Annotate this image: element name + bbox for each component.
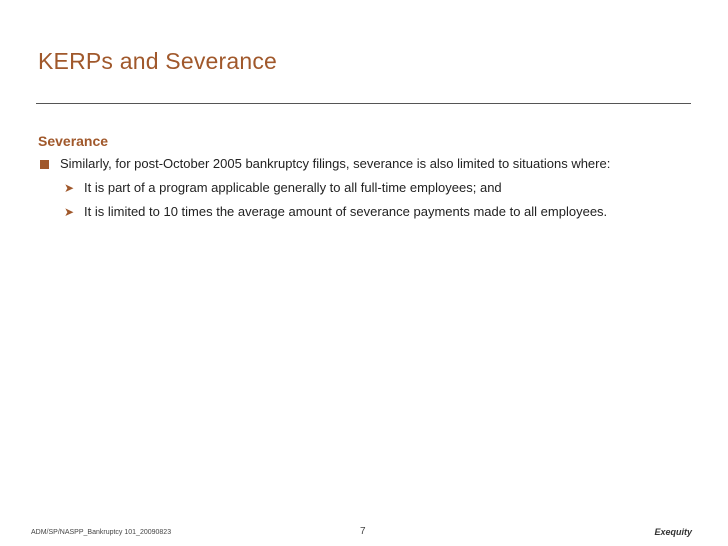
page-number: 7 bbox=[360, 526, 366, 537]
arrow-bullet-icon: ➤ bbox=[64, 205, 75, 219]
footer-doc-id: ADM/SP/NASPP_Bankruptcy 101_20090823 bbox=[31, 529, 172, 536]
sub-bullet-text: It is limited to 10 times the average amount of severance payments made to all employees. bbox=[84, 204, 608, 219]
bullet-text: Similarly, for post-October 2005 bankruptcy filings, severance is also limited to situations where: bbox=[60, 156, 611, 171]
sub-bullet-text: It is part of a program applicable generally to all full-time employees; and bbox=[84, 180, 502, 195]
brand-logo: Exequity bbox=[654, 527, 692, 537]
arrow-bullet-icon: ➤ bbox=[64, 181, 75, 195]
slide-title: KERPs and Severance bbox=[38, 48, 278, 74]
title-divider bbox=[36, 103, 691, 104]
section-heading: Severance bbox=[38, 133, 109, 149]
square-bullet-icon bbox=[40, 160, 49, 169]
